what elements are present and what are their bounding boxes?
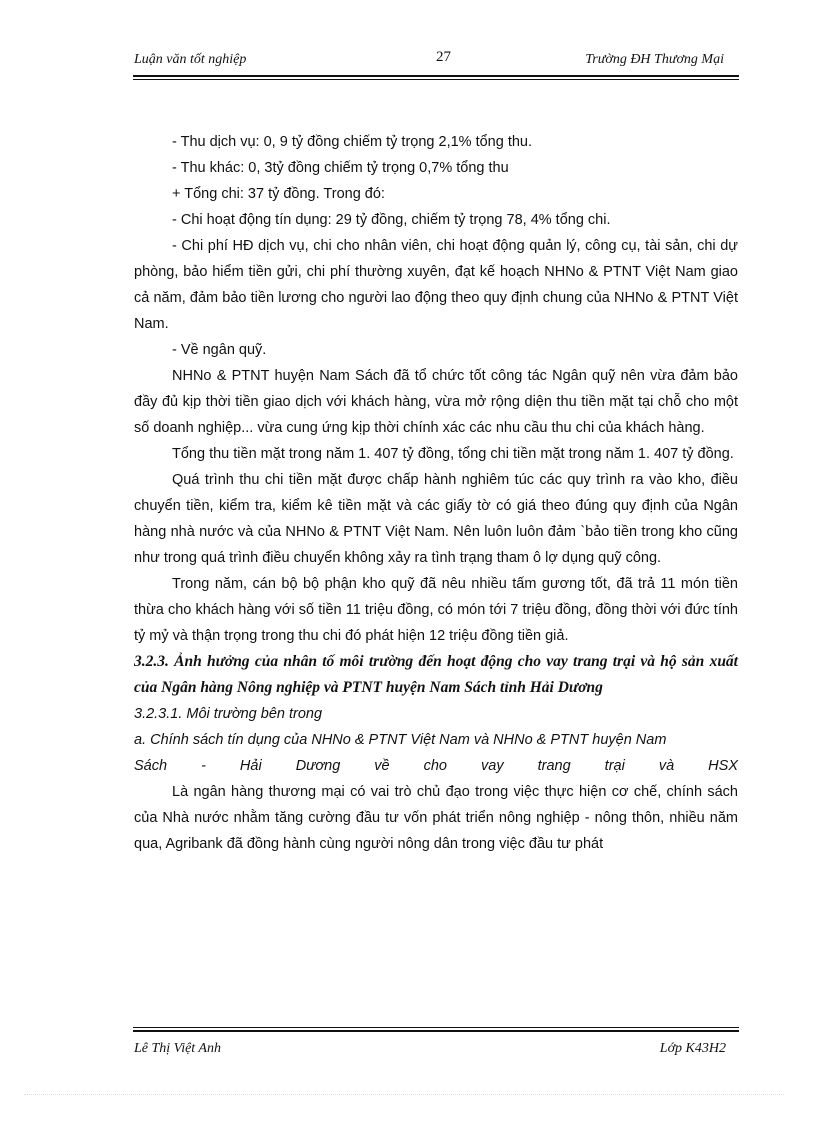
paragraph-6: - Về ngân quỹ. (172, 342, 267, 358)
document-body (134, 129, 738, 857)
header-rule-thin (133, 79, 739, 80)
closing-paragraph: Là ngân hàng thương mại có vai trò chủ đạo trong việc thực hiện cơ chế, chính sách của Nhà nước nhằm tăng cường đầu tư vốn phát triển nông nghiệp - nông thôn, nhiều năm qua, Agribank đã đồng hành cùng người nông dân trong việc đầu tư phát (134, 784, 738, 852)
paragraph-2: - Thu khác: 0, 3tỷ đồng chiếm tỷ trọng 0,7% tổng thu (172, 160, 509, 176)
footer-rule-thick (133, 1030, 739, 1032)
header-rule-thick (133, 75, 739, 77)
footer-rule-thin (133, 1027, 739, 1028)
paragraph-7: NHNo & PTNT huyện Nam Sách đã tổ chức tốt công tác Ngân quỹ nên vừa đảm bảo đầy đủ kịp thời tiền giao dịch với khách hàng, vừa mở rộng diện thu tiền mặt tại chỗ cho một số doanh nghiệp... vừa cung ứng kịp thời chính xác các nhu cầu thu chi của khách hàng. (134, 368, 738, 436)
page-number: 27 (436, 49, 451, 65)
section-heading-3-2-3-1: 3.2.3.1. Môi trường bên trong (134, 706, 323, 722)
paragraph-1: - Thu dịch vụ: 0, 9 tỷ đồng chiếm tỷ trọng 2,1% tổng thu. (172, 134, 533, 150)
paragraph-3: + Tổng chi: 37 tỷ đồng. Trong đó: (172, 186, 385, 202)
subsection-a-heading-line2: Sách - Hải Dương về cho vay trang trại và HSX (134, 758, 738, 774)
footer-class: Lớp K43H2 (659, 1041, 726, 1056)
footer-author: Lê Thị Việt Anh (134, 1041, 221, 1056)
paragraph-9: Quá trình thu chi tiền mặt được chấp hành nghiêm túc các quy trình ra vào kho, điều chuyển tiền, kiểm tra, kiểm kê tiền mặt và các giấy tờ có giá theo đúng quy định của Ngân hàng nhà nước và của NHNo & PTNT Việt Nam. Nên luôn luôn đảm `bảo tiền trong kho cũng như trong quá trình điều chuyển không xảy ra tình trạng tham ô lợ dụng quỹ công. (134, 472, 738, 566)
paragraph-10: Trong năm, cán bộ bộ phận kho quỹ đã nêu nhiều tấm gương tốt, đã trả 11 món tiền thừa cho khách hàng với số tiền 11 triệu đồng, có món tới 7 triệu đồng, đồng thời với đức tính tỷ mỷ và thận trọng trong thu chi đó phát hiện 12 triệu đồng tiền giả. (134, 576, 738, 644)
page-bottom-divider (24, 1094, 784, 1095)
paragraph-5: - Chi phí HĐ dịch vụ, chi cho nhân viên, chi hoạt động quản lý, công cụ, tài sản, chi dự phòng, bảo hiểm tiền gửi, chi phí thường xuyên, đạt kế hoạch NHNo & PTNT Việt Nam giao cả năm, đảm bảo tiền lương cho người lao động theo quy định chung của NHNo & PTNT Việt Nam. (134, 238, 738, 332)
paragraph-4: - Chi hoạt động tín dụng: 29 tỷ đồng, chiếm tỷ trọng 78, 4% tổng chi. (172, 212, 611, 228)
header-thesis-label: Luận văn tốt nghiệp (134, 52, 247, 67)
subsection-a-heading-line1: a. Chính sách tín dụng của NHNo & PTNT Việt Nam và NHNo & PTNT huyện Nam (134, 732, 667, 748)
header-university: Trường ĐH Thương Mại (585, 52, 724, 67)
section-heading-3-2-3: 3.2.3. Ảnh hưởng của nhân tố môi trường đến hoạt động cho vay trang trại và hộ sản xuất của Ngân hàng Nông nghiệp và PTNT huyện Nam Sách tỉnh Hải Dương (134, 653, 738, 696)
paragraph-8: Tổng thu tiền mặt trong năm 1. 407 tỷ đồng, tổng chi tiền mặt trong năm 1. 407 tỷ đồng. (172, 446, 734, 462)
